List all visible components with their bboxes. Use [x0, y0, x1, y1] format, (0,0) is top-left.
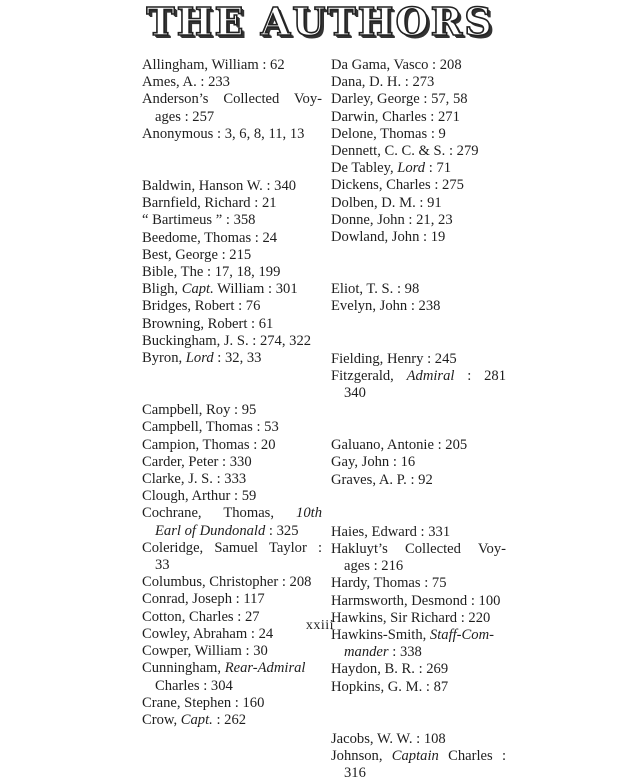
- index-entry: Eliot, T. S. : 98: [331, 281, 420, 298]
- index-entry: Columbus, Christopher : 208: [142, 574, 312, 591]
- index-entry: Dana, D. H. : 273: [331, 74, 435, 91]
- index-entry: Carder, Peter : 330: [142, 453, 252, 470]
- index-entry: Dickens, Charles : 275: [331, 177, 464, 194]
- index-entry: Donne, John : 21, 23: [331, 211, 453, 228]
- index-entry: Cunningham, Rear-Admiral Charles : 304: [142, 660, 306, 694]
- section-divider: [331, 489, 506, 524]
- index-entry: Dennett, C. C. & S. : 279: [331, 143, 479, 160]
- index-entry: Hardy, Thomas : 75: [331, 575, 447, 592]
- index-entry: Fielding, Henry : 245: [331, 350, 457, 367]
- index-entry: Da Gama, Vasco : 208: [331, 57, 462, 73]
- section-divider: [142, 143, 322, 178]
- index-entry: Jacobs, W. W. : 108: [331, 730, 446, 747]
- index-entry: Galuano, Antonie : 205: [331, 437, 468, 454]
- index-entry: Anderson’s Collected Voy- ages : 257: [142, 91, 322, 125]
- index-entry: Haies, Edward : 331: [331, 523, 451, 540]
- section-divider: [331, 402, 506, 437]
- index-entry: Cowper, William : 30: [142, 643, 268, 660]
- index-entry: Allingham, William : 62: [142, 57, 285, 73]
- index-entry: Beedome, Thomas : 24: [142, 229, 278, 246]
- index-entry: Evelyn, John : 238: [331, 298, 441, 315]
- index-entry: Fitzgerald, Admiral : 281 340: [331, 367, 506, 402]
- index-entry: Anonymous : 3, 6, 8, 11, 13: [142, 125, 305, 142]
- index-entry: Byron, Lord : 32, 33: [142, 350, 262, 367]
- index-entry: Coleridge, Samuel Taylor : 33: [142, 539, 322, 574]
- index-entry: Bridges, Robert : 76: [142, 298, 261, 315]
- index-entry: Bible, The : 17, 18, 199: [142, 264, 281, 281]
- index-entry: “ Bartimeus ” : 358: [142, 212, 256, 229]
- index-entry: Haydon, B. R. : 269: [331, 661, 449, 678]
- index-entry: De Tabley, Lord : 71: [331, 160, 452, 177]
- index-entry: Clough, Arthur : 59: [142, 488, 257, 505]
- index-entry: Cotton, Charles : 27: [142, 608, 260, 625]
- index-entry: Cowley, Abraham : 24: [142, 625, 274, 642]
- section-divider: [331, 246, 506, 281]
- index-entry: Campion, Thomas : 20: [142, 436, 276, 453]
- index-entry: Dowland, John : 19: [331, 229, 446, 246]
- index-entry: Campbell, Thomas : 53: [142, 419, 279, 436]
- index-entry: Browning, Robert : 61: [142, 315, 274, 332]
- index-entry: Barnfield, Richard : 21: [142, 195, 277, 212]
- index-entry: Hawkins-Smith, Staff-Com- mander : 338: [331, 627, 494, 661]
- index-entry: Darley, George : 57, 58: [331, 91, 468, 108]
- index-column-right: [331, 57, 506, 783]
- index-entry: Best, George : 215: [142, 246, 252, 263]
- page-number: xxiii: [305, 618, 335, 633]
- index-entry: Hawkins, Sir Richard : 220: [331, 609, 491, 626]
- index-entry: Graves, A. P. : 92: [331, 471, 433, 488]
- index-entry: Baldwin, Hanson W. : 340: [142, 178, 297, 195]
- index-entry: Bligh, Capt. William : 301: [142, 281, 298, 298]
- index-entry: Conrad, Joseph : 117: [142, 591, 265, 608]
- index-entry: Delone, Thomas : 9: [331, 125, 446, 142]
- index-entry: Johnson, Captain Charles : 316: [331, 748, 507, 782]
- index-entry: Crow, Capt. : 262: [142, 711, 247, 728]
- index-entry: Cochrane, Thomas, 10th Earl of Dundonald : 325: [142, 505, 322, 539]
- page-title: THE AUTHORS: [146, 0, 494, 44]
- index-entry: Harmsworth, Desmond : 100: [331, 592, 501, 609]
- section-divider: [331, 316, 506, 351]
- section-divider: [331, 696, 506, 731]
- index-entry: Crane, Stephen : 160: [142, 694, 265, 711]
- section-divider: [142, 367, 322, 402]
- index-entry: Gay, John : 16: [331, 454, 416, 471]
- index-entry: Campbell, Roy : 95: [142, 402, 257, 419]
- index-entry: Hakluyt’s Collected Voy- ages : 216: [331, 541, 506, 575]
- index-entry: Hopkins, G. M. : 87: [331, 678, 449, 695]
- index-entry: Dolben, D. M. : 91: [331, 194, 442, 211]
- index-entry: Darwin, Charles : 271: [331, 108, 460, 125]
- index-entry: Buckingham, J. S. : 274, 322: [142, 332, 312, 349]
- index-entry: Clarke, J. S. : 333: [142, 471, 247, 488]
- index-entry: Ames, A. : 233: [142, 74, 230, 91]
